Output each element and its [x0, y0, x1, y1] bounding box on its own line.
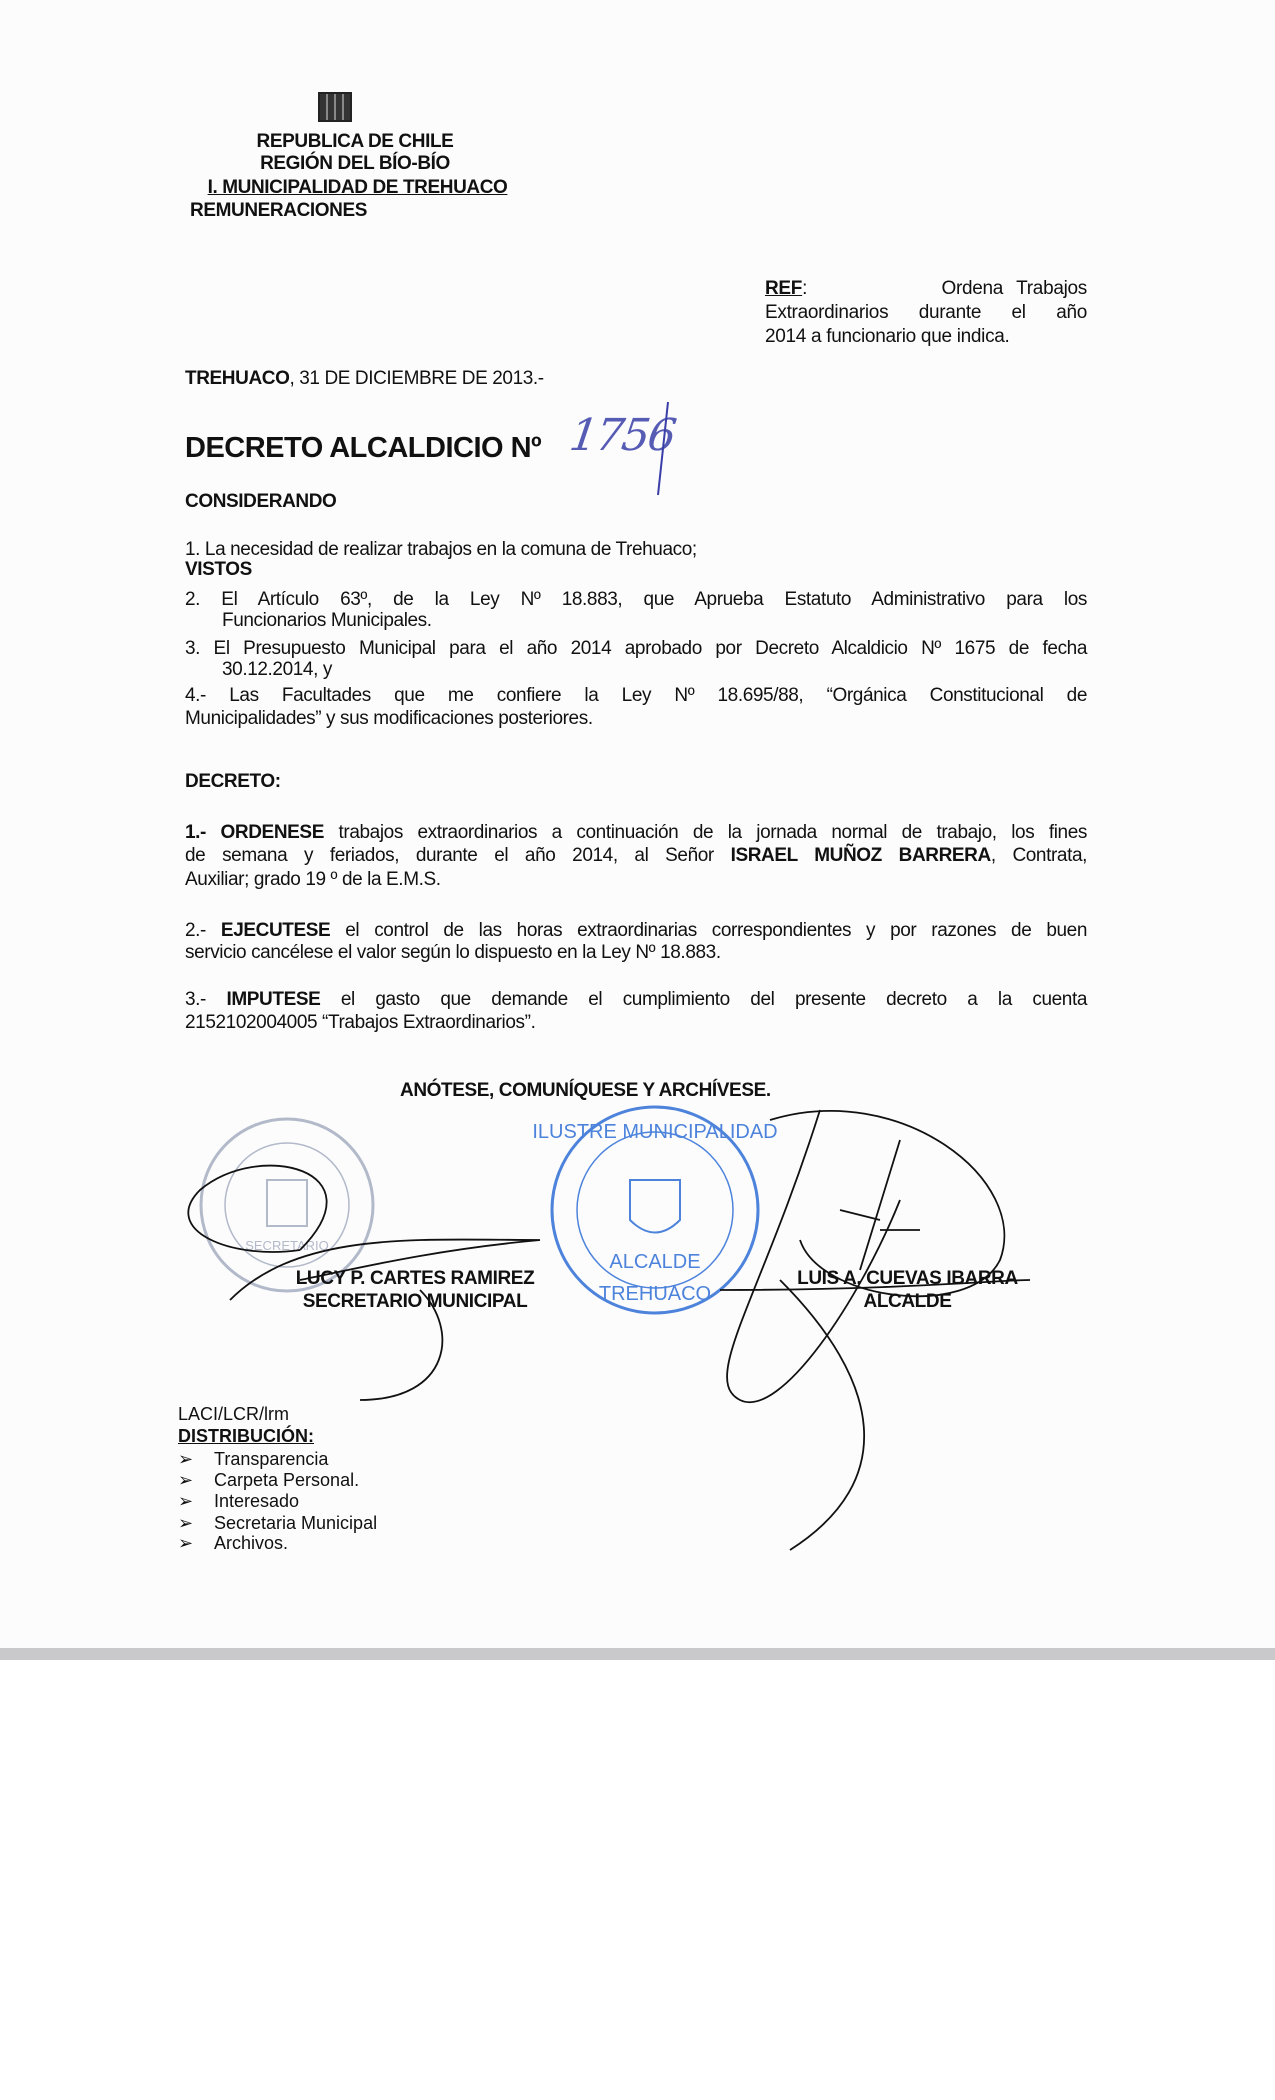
decreto-point-3-cont: 2152102004005 “Trabajos Extraordinarios”.	[185, 1012, 536, 1033]
distribution-item: ➢ Archivos.	[178, 1533, 289, 1553]
header-republica: REPUBLICA DE CHILE	[256, 131, 454, 152]
decreto-point-1-cont: Auxiliar; grado 19 º de la E.M.S.	[185, 869, 441, 890]
ref-text: 2014 a funcionario que indica.	[765, 326, 1010, 347]
decreto-point-1: 1.- ORDENESE trabajos extraordinarios a continuación de la jornada normal de trabajo, los fines	[185, 822, 1087, 843]
header-municipalidad: I. MUNICIPALIDAD DE TREHUACO	[207, 177, 508, 198]
ref-block: REF: Ordena Trabajos Extraordinarios durante el año 2014 a funcionario que indica.	[765, 278, 1087, 347]
vistos-item-4: 4.- Las Facultades que me confiere la Ley Nº 18.695/88, “Orgánica Constitucional de	[185, 685, 1087, 706]
decreto-point-2-cont: servicio cancélese el valor según lo dispuesto en la Ley Nº 18.883.	[185, 942, 721, 963]
vistos-heading: VISTOS	[185, 559, 252, 580]
date-text: , 31 DE DICIEMBRE DE 2013.-	[289, 368, 544, 389]
ref-text: Trabajos	[1016, 278, 1087, 299]
considerando-item-1: 1. La necesidad de realizar trabajos en la comuna de Trehuaco;	[185, 539, 697, 560]
stamp-text: ALCALDE	[609, 1251, 701, 1273]
mayor-role: ALCALDE	[863, 1291, 952, 1312]
decreto-point-2: 2.- EJECUTESE el control de las horas extraordinarias correspondientes y por razones de buen	[185, 920, 1087, 941]
vistos-item-2: 2. El Artículo 63º, de la Ley Nº 18.883, que Aprueba Estatuto Administrativo para los	[185, 589, 1087, 610]
distribution-item: ➢ Interesado	[178, 1491, 300, 1511]
vistos-item-3: 3. El Presupuesto Municipal para el año 2014 aprobado por Decreto Alcaldicio Nº 1675 de fecha	[185, 638, 1087, 659]
coat-of-arms-logo	[318, 92, 352, 122]
distribution-item: ➢ Transparencia	[178, 1449, 329, 1469]
employee-name: ISRAEL MUÑOZ BARRERA	[730, 845, 991, 866]
date-line	[185, 368, 544, 390]
vistos-item-4-cont: Municipalidades” y sus modificaciones posteriores.	[185, 708, 593, 729]
stamp-text: SECRETARIO	[245, 1238, 329, 1253]
distribution-item: ➢ Secretaria Municipal	[178, 1513, 378, 1533]
distribution-heading: DISTRIBUCIÓN:	[178, 1426, 314, 1446]
stamp-text: TREHUACO	[598, 1283, 712, 1305]
ref-label: REF	[765, 278, 803, 299]
vistos-item-3-cont: 30.12.2014, y	[222, 659, 332, 680]
ref-text: Extraordinarios durante el año	[765, 302, 1087, 323]
considerando-heading: CONSIDERANDO	[185, 491, 337, 512]
initials: LACI/LCR/lrm	[178, 1404, 290, 1424]
distribution-item: ➢ Carpeta Personal.	[178, 1470, 360, 1490]
header-department: REMUNERACIONES	[190, 200, 368, 221]
mayor-name: LUIS A. CUEVAS IBARRA	[797, 1268, 1018, 1289]
vistos-item-2-cont: Funcionarios Municipales.	[222, 610, 432, 631]
secretary-name: LUCY P. CARTES RAMIREZ	[295, 1268, 535, 1289]
ref-text: Ordena	[941, 278, 1004, 299]
scan-edge	[0, 1648, 1275, 1660]
handwritten-decree-number: 1756	[566, 410, 678, 461]
stamp-text: ILUSTRE MUNICIPALIDAD	[532, 1121, 778, 1143]
page-title: DECRETO ALCALDICIO Nº	[185, 432, 542, 464]
decreto-point-3: 3.- IMPUTESE el gasto que demande el cumplimiento del presente decreto a la cuenta	[185, 989, 1087, 1010]
secretary-role: SECRETARIO MUNICIPAL	[302, 1291, 528, 1312]
closing-formula: ANÓTESE, COMUNÍQUESE Y ARCHÍVESE.	[400, 1080, 771, 1101]
decreto-point-1-cont: de semana y feriados, durante el año 2014, al Señor ISRAEL MUÑOZ BARRERA, Contrata,	[185, 845, 1087, 866]
decreto-heading: DECRETO:	[185, 771, 281, 792]
date-place: TREHUACO	[185, 368, 290, 389]
header-region: REGIÓN DEL BÍO-BÍO	[260, 153, 450, 174]
